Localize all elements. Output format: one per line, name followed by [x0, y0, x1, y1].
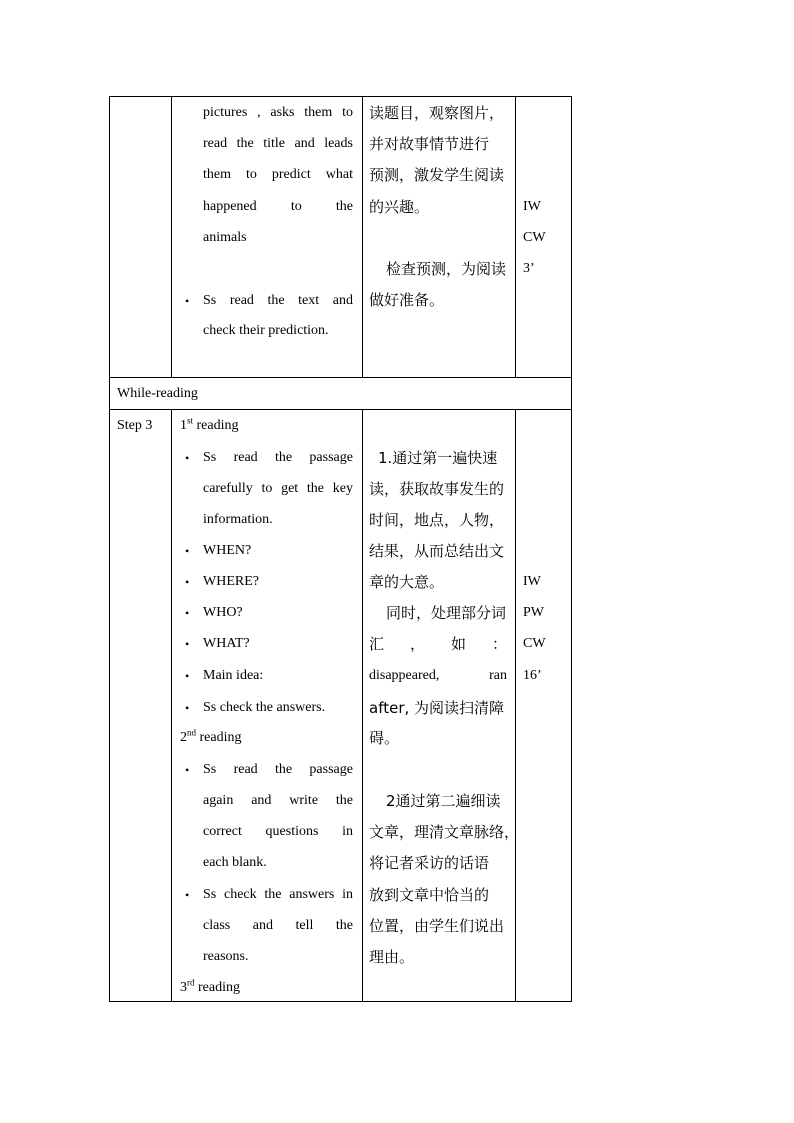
word: and: [294, 136, 315, 151]
procedure-text: [203, 917, 353, 935]
word: the: [335, 793, 353, 808]
word: the: [267, 293, 285, 308]
bullet: •: [185, 888, 190, 902]
bullet: •: [185, 701, 190, 715]
word: Ss: [203, 450, 217, 465]
row-divider: [109, 409, 572, 410]
purpose-text: 做好准备。: [369, 291, 445, 309]
word: carefully: [203, 481, 253, 496]
col-divider: [515, 409, 516, 1002]
word: answers: [289, 887, 335, 902]
word: check: [223, 887, 257, 902]
word: predict: [271, 167, 311, 182]
reading-heading: 2nd reading: [180, 727, 242, 745]
word: tell: [295, 918, 314, 933]
purpose-text: 预测，激发学生阅读: [369, 166, 505, 184]
word: them: [203, 167, 231, 182]
word: get: [281, 481, 299, 496]
procedure-text: [203, 292, 353, 310]
purpose-text: 1.通过第一遍快速: [378, 449, 498, 467]
procedure-text: [203, 792, 353, 810]
bullet: •: [185, 637, 190, 651]
word: asks: [270, 105, 295, 120]
table-border-top: [109, 96, 572, 97]
word: and: [252, 918, 273, 933]
word: pictures: [203, 105, 248, 120]
procedure-text: reasons.: [203, 949, 249, 964]
word: text: [298, 293, 320, 308]
word: the: [264, 887, 282, 902]
word: read: [233, 450, 258, 465]
word: read: [203, 136, 228, 151]
word: the: [274, 762, 293, 777]
col-divider: [515, 96, 516, 377]
interaction-mode: PW: [523, 605, 544, 620]
question-item: WHERE?: [203, 574, 259, 589]
bullet: •: [185, 669, 190, 683]
row-divider: [109, 377, 572, 378]
word: ,: [257, 105, 261, 120]
word: key: [332, 481, 353, 496]
word: questions: [265, 824, 319, 839]
word: to: [261, 481, 273, 496]
purpose-text: 放到文章中恰当的: [369, 886, 490, 904]
word: passage: [309, 450, 353, 465]
interaction-mode: CW: [523, 636, 546, 651]
word: the: [274, 450, 293, 465]
purpose-text: 汇 ， 如 ：: [369, 635, 507, 653]
question-item: Ss check the answers.: [203, 700, 326, 715]
col-divider: [362, 409, 363, 1002]
word: Ss: [203, 293, 217, 308]
bullet: •: [185, 451, 190, 465]
word: happened: [203, 199, 257, 214]
bullet: •: [185, 606, 190, 620]
word: and: [251, 793, 272, 808]
bullet: •: [185, 544, 190, 558]
word: passage: [309, 762, 353, 777]
purpose-text: 检查预测，为阅读: [386, 260, 507, 278]
word: read: [229, 293, 254, 308]
word: to: [342, 105, 353, 120]
question-item: WHAT?: [203, 636, 250, 651]
procedure-text: [203, 198, 353, 216]
reading-heading: 3rd reading: [180, 977, 240, 995]
word: the: [335, 918, 353, 933]
purpose-text: 读题目，观察图片，: [369, 104, 505, 122]
col-divider: [362, 96, 363, 377]
bullet: •: [185, 294, 190, 308]
word: to: [290, 199, 302, 214]
purpose-text: 章的大意。: [369, 573, 445, 591]
bullet: •: [185, 763, 190, 777]
purpose-text: 将记者采访的话语: [369, 854, 490, 872]
interaction-mode: CW: [523, 230, 546, 245]
procedure-text: [203, 104, 353, 122]
word: in: [342, 824, 353, 839]
purpose-text: 读，获取故事发生的: [369, 480, 505, 498]
question-item: WHEN?: [203, 543, 252, 558]
word: what: [325, 167, 353, 182]
purpose-text: after, 为阅读扫清障: [369, 699, 505, 717]
purpose-text: 时间，地点，人物，: [369, 511, 505, 529]
purpose-text: 碍。: [369, 729, 400, 747]
table-border-bottom: [109, 1001, 572, 1002]
word: again: [203, 793, 234, 808]
word: the: [335, 199, 353, 214]
time-allocation: 3’: [523, 261, 535, 276]
word: Ss: [203, 887, 217, 902]
purpose-text: 文章，理清文章脉络，: [369, 823, 520, 841]
procedure-text: [203, 886, 353, 904]
word: the: [306, 481, 325, 496]
interaction-mode: IW: [523, 199, 541, 214]
reading-heading: 1st reading: [180, 415, 239, 433]
table-border-left: [109, 96, 110, 1002]
word: in: [342, 887, 353, 902]
word: the: [236, 136, 254, 151]
word: to: [246, 167, 257, 182]
purpose-text: 并对故事情节进行: [369, 135, 490, 153]
procedure-text: check their prediction.: [203, 323, 329, 338]
bullet: •: [185, 575, 190, 589]
question-item: WHO?: [203, 605, 243, 620]
word: read: [233, 762, 258, 777]
table-border-right: [571, 96, 572, 1002]
procedure-text: each blank.: [203, 855, 267, 870]
word: leads: [324, 136, 353, 151]
col-divider: [171, 96, 172, 377]
interaction-mode: IW: [523, 574, 541, 589]
section-label: While-reading: [117, 386, 198, 401]
word: and: [332, 293, 353, 308]
question-item: Main idea:: [203, 668, 264, 683]
procedure-text: information.: [203, 512, 273, 527]
procedure-text: [203, 449, 353, 467]
purpose-text: 理由。: [369, 948, 415, 966]
word: Ss: [203, 762, 217, 777]
purpose-text: 2通过第二遍细读: [386, 792, 501, 810]
procedure-text: [203, 761, 353, 779]
procedure-text: [203, 135, 353, 153]
word: them: [304, 105, 333, 120]
procedure-text: [203, 823, 353, 841]
word: correct: [203, 824, 242, 839]
procedure-text: [203, 166, 353, 184]
word: class: [203, 918, 231, 933]
col-divider: [171, 409, 172, 1002]
word: write: [289, 793, 319, 808]
time-allocation: 16’: [523, 668, 542, 683]
procedure-text: [203, 480, 353, 498]
purpose-text: 位置，由学生们说出: [369, 917, 505, 935]
purpose-text: disappeared, ran: [369, 668, 507, 683]
purpose-text: 同时，处理部分词: [386, 604, 507, 622]
step-label: Step 3: [117, 418, 153, 433]
word: title: [263, 136, 285, 151]
procedure-text: animals: [203, 230, 247, 245]
purpose-text: 结果，从而总结出文: [369, 542, 505, 560]
purpose-text: 的兴趣。: [369, 198, 430, 216]
